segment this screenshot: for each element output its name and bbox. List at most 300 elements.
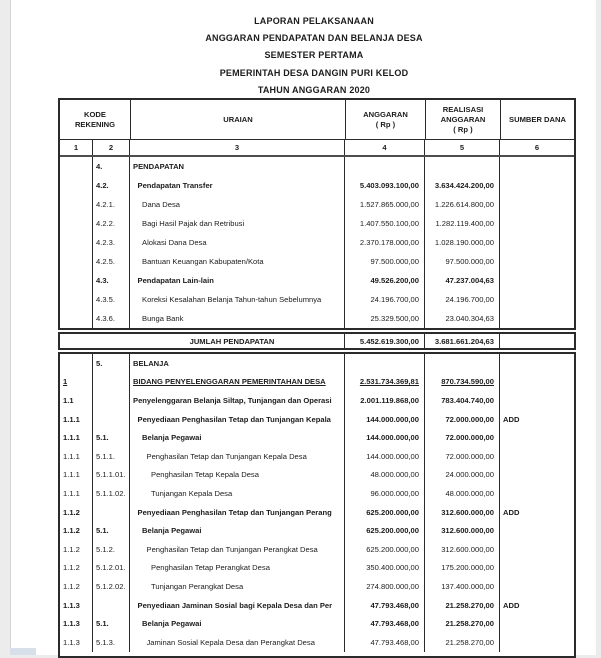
anggaran-cell <box>345 410 425 429</box>
anggaran-cell <box>345 271 425 290</box>
realisasi-cell <box>425 447 500 466</box>
realisasi-cell <box>425 176 500 195</box>
table-row <box>60 290 574 309</box>
jumlah-anggaran-value: 5.452.619.300,00 <box>360 337 419 346</box>
uraian-text: Tunjangan Kepala Desa <box>130 489 232 498</box>
uraian-text: Bagi Hasil Pajak dan Retribusi <box>130 219 244 228</box>
uraian-text: Koreksi Kesalahan Belanja Tahun-tahun Sebelumnya <box>130 295 321 304</box>
anggaran-cell <box>345 354 425 373</box>
realisasi-value: 783.404.740,00 <box>441 396 494 405</box>
sumber-dana-cell <box>500 614 574 633</box>
uraian-text: Belanja Pegawai <box>130 526 202 535</box>
kode-col1-cell <box>60 271 93 290</box>
sumber-dana-cell <box>500 559 574 578</box>
anggaran-value: 144.000.000,00 <box>366 433 419 442</box>
anggaran-value: 1.527.865.000,00 <box>360 200 419 209</box>
kode-col2-cell <box>93 157 130 176</box>
jumlah-realisasi-value: 3.681.661.204,63 <box>435 337 494 346</box>
anggaran-value: 47.793.468,00 <box>370 601 419 610</box>
uraian-text: Belanja Pegawai <box>130 619 202 628</box>
kode-col2-text: 5.1.2.01. <box>96 563 126 572</box>
realisasi-value: 21.258.270,00 <box>445 638 494 647</box>
header-kode-rekening: KODE REKENING <box>60 100 131 139</box>
title-line-4: PEMERINTAH DESA DANGIN PURI KELOD <box>21 65 601 82</box>
kode-col2-cell <box>93 176 130 195</box>
uraian-text: Tunjangan Perangkat Desa <box>130 582 243 591</box>
table-row <box>60 252 574 271</box>
kode-col1-cell <box>60 195 93 214</box>
kode-col2-text: 5.1.2.02. <box>96 582 126 591</box>
realisasi-value: 3.634.424.200,00 <box>435 181 494 190</box>
anggaran-cell <box>345 540 425 559</box>
realisasi-value: 48.000.000,00 <box>445 489 494 498</box>
realisasi-value: 72.000.000,00 <box>445 452 494 461</box>
jumlah-sumber-cell <box>500 334 574 348</box>
anggaran-cell <box>345 559 425 578</box>
realisasi-value: 1.226.614.800,00 <box>435 200 494 209</box>
kode-col1-text: 1.1.2 <box>63 563 80 572</box>
kode-col2-text: 5. <box>96 359 102 368</box>
anggaran-value: 2.001.119.868,00 <box>360 396 419 405</box>
realisasi-value: 312.600.000,00 <box>441 526 494 535</box>
uraian-cell <box>130 176 345 195</box>
uraian-text: Belanja Pegawai <box>130 433 202 442</box>
realisasi-value: 1.028.190.000,00 <box>435 238 494 247</box>
realisasi-value: 47.237.004,63 <box>445 276 494 285</box>
kode-col2-text: 5.1. <box>96 619 109 628</box>
anggaran-cell <box>345 195 425 214</box>
uraian-cell <box>130 577 345 596</box>
sumber-dana-cell <box>500 466 574 485</box>
anggaran-cell <box>345 290 425 309</box>
kode-col2-text: 4.3. <box>96 276 109 285</box>
kode-col2-cell <box>93 484 130 503</box>
uraian-cell <box>130 252 345 271</box>
kode-col2-cell <box>93 540 130 559</box>
sumber-dana-cell <box>500 447 574 466</box>
kode-col2-cell <box>93 466 130 485</box>
sumber-dana-cell <box>500 410 574 429</box>
col-number-6: 6 <box>500 140 574 155</box>
realisasi-value: 97.500.000,00 <box>445 257 494 266</box>
uraian-cell <box>130 614 345 633</box>
kode-col1-text: 1.1.1 <box>63 452 80 461</box>
kode-col1-text: 1.1.1 <box>63 415 80 424</box>
header-anggaran: ANGGARAN ( Rp ) <box>346 100 426 139</box>
table-row <box>60 540 574 559</box>
uraian-cell <box>130 559 345 578</box>
kode-col2-text: 5.1.1.02. <box>96 489 126 498</box>
pendapatan-section <box>60 157 574 328</box>
uraian-cell <box>130 484 345 503</box>
realisasi-cell <box>425 309 500 328</box>
realisasi-cell <box>425 157 500 176</box>
uraian-cell <box>130 373 345 392</box>
anggaran-cell <box>345 157 425 176</box>
realisasi-value: 24.196.700,00 <box>445 295 494 304</box>
realisasi-cell <box>425 252 500 271</box>
uraian-cell <box>130 233 345 252</box>
kode-col1-cell <box>60 214 93 233</box>
kode-col2-cell <box>93 614 130 633</box>
kode-col1-cell <box>60 233 93 252</box>
table-row <box>60 195 574 214</box>
kode-col2-cell <box>93 428 130 447</box>
kode-col2-text: 5.1. <box>96 433 109 442</box>
document-page <box>10 0 596 655</box>
table-row <box>60 176 574 195</box>
kode-col2-text: 4.2. <box>96 181 109 190</box>
anggaran-cell <box>345 596 425 615</box>
anggaran-value: 350.400.000,00 <box>366 563 419 572</box>
uraian-text: Penghasilan Tetap Kepala Desa <box>130 470 259 479</box>
kode-col1-text: 1.1.2 <box>63 545 80 554</box>
uraian-cell <box>130 633 345 652</box>
table-row <box>60 373 574 392</box>
jumlah-label: JUMLAH PENDAPATAN <box>190 337 275 346</box>
kode-col2-cell <box>93 559 130 578</box>
kode-col2-text: 4.2.5. <box>96 257 115 266</box>
anggaran-cell <box>345 466 425 485</box>
table-row <box>60 214 574 233</box>
sumber-dana-text: ADD <box>503 508 519 517</box>
title-line-1: LAPORAN PELAKSANAAN <box>21 13 601 30</box>
table-row <box>60 309 574 328</box>
kode-col1-cell <box>60 466 93 485</box>
anggaran-cell <box>345 428 425 447</box>
realisasi-cell <box>425 373 500 392</box>
kode-col2-text: 4.3.6. <box>96 314 115 323</box>
bottom-left-artifact <box>10 648 36 655</box>
jumlah-realisasi-cell <box>425 334 500 348</box>
realisasi-cell <box>425 271 500 290</box>
kode-col2-text: 4.3.5. <box>96 295 115 304</box>
kode-col1-cell <box>60 521 93 540</box>
realisasi-cell <box>425 633 500 652</box>
kode-col2-cell <box>93 373 130 392</box>
realisasi-cell <box>425 559 500 578</box>
kode-col1-cell <box>60 290 93 309</box>
kode-col1-cell <box>60 503 93 522</box>
kode-col2-text: 5.1. <box>96 526 109 535</box>
anggaran-cell <box>345 233 425 252</box>
realisasi-value: 175.200.000,00 <box>441 563 494 572</box>
uraian-text: Dana Desa <box>130 200 180 209</box>
realisasi-cell <box>425 596 500 615</box>
kode-col1-cell <box>60 252 93 271</box>
uraian-text: PENDAPATAN <box>130 162 184 171</box>
realisasi-cell <box>425 391 500 410</box>
sumber-dana-cell <box>500 391 574 410</box>
kode-col1-cell <box>60 309 93 328</box>
kode-col1-cell <box>60 391 93 410</box>
uraian-cell <box>130 195 345 214</box>
table-row <box>60 503 574 522</box>
uraian-text: Penyelenggaran Belanja Siltap, Tunjangan dan Operasi <box>130 396 332 405</box>
table-band-jumlah <box>58 332 576 350</box>
anggaran-value: 625.200.000,00 <box>366 545 419 554</box>
uraian-text: Penghasilan Tetap dan Tunjangan Perangkat Desa <box>130 545 318 554</box>
table-header-row <box>60 100 574 140</box>
anggaran-value: 1.407.550.100,00 <box>360 219 419 228</box>
kode-col1-text: 1.1.3 <box>63 638 80 647</box>
kode-col1-cell <box>60 577 93 596</box>
jumlah-anggaran-cell <box>345 334 425 348</box>
anggaran-value: 625.200.000,00 <box>366 508 419 517</box>
realisasi-value: 312.600.000,00 <box>441 545 494 554</box>
uraian-text: BELANJA <box>130 359 169 368</box>
sumber-dana-cell <box>500 577 574 596</box>
kode-col1-cell <box>60 410 93 429</box>
realisasi-value: 312.600.000,00 <box>441 508 494 517</box>
sumber-dana-cell <box>500 354 574 373</box>
title-line-5: TAHUN ANGGARAN 2020 <box>21 82 601 99</box>
table-row <box>60 633 574 652</box>
kode-col2-cell <box>93 354 130 373</box>
kode-col1-cell <box>60 176 93 195</box>
sumber-dana-cell <box>500 633 574 652</box>
uraian-text: Pendapatan Lain-lain <box>130 276 214 285</box>
anggaran-value: 47.793.468,00 <box>370 619 419 628</box>
anggaran-value: 24.196.700,00 <box>370 295 419 304</box>
kode-col1-text: 1.1.1 <box>63 433 80 442</box>
uraian-cell <box>130 391 345 410</box>
kode-col1-text: 1.1.1 <box>63 470 80 479</box>
uraian-text: Alokasi Dana Desa <box>130 238 207 247</box>
uraian-text: Penghasilan Tetap dan Tunjangan Kepala Desa <box>130 452 307 461</box>
realisasi-cell <box>425 214 500 233</box>
uraian-text: Bantuan Keuangan Kabupaten/Kota <box>130 257 264 266</box>
realisasi-cell <box>425 290 500 309</box>
sumber-dana-cell <box>500 214 574 233</box>
col-number-4: 4 <box>345 140 425 155</box>
title-line-3: SEMESTER PERTAMA <box>21 47 601 64</box>
realisasi-cell <box>425 466 500 485</box>
table-row <box>60 559 574 578</box>
table-row <box>60 596 574 615</box>
table-row <box>60 354 574 373</box>
anggaran-cell <box>345 484 425 503</box>
kode-col1-text: 1.1.2 <box>63 526 80 535</box>
uraian-cell <box>130 271 345 290</box>
table-row <box>60 271 574 290</box>
kode-col1-cell <box>60 614 93 633</box>
realisasi-cell <box>425 354 500 373</box>
sumber-dana-cell <box>500 373 574 392</box>
uraian-cell <box>130 157 345 176</box>
sumber-dana-cell <box>500 195 574 214</box>
kode-col1-text: 1.1.3 <box>63 601 80 610</box>
anggaran-value: 2.531.734.369,81 <box>360 377 419 386</box>
uraian-text: Penyediaan Jaminan Sosial bagi Kepala Desa dan Per <box>130 601 332 610</box>
uraian-text: Pendapatan Transfer <box>130 181 213 190</box>
anggaran-value: 97.500.000,00 <box>370 257 419 266</box>
col-number-1: 1 <box>60 140 93 155</box>
anggaran-cell <box>345 176 425 195</box>
uraian-text: Penyediaan Penghasilan Tetap dan Tunjangan Perang <box>130 508 332 517</box>
kode-col1-text: 1.1.2 <box>63 582 80 591</box>
table-row <box>60 614 574 633</box>
sumber-dana-cell <box>500 503 574 522</box>
kode-col2-cell <box>93 596 130 615</box>
title-line-2: ANGGARAN PENDAPATAN DAN BELANJA DESA <box>21 30 601 47</box>
anggaran-cell <box>345 521 425 540</box>
kode-col2-cell <box>93 447 130 466</box>
sumber-dana-text: ADD <box>503 601 519 610</box>
kode-col1-text: 1 <box>63 377 67 386</box>
anggaran-value: 5.403.093.100,00 <box>360 181 419 190</box>
kode-col2-cell <box>93 309 130 328</box>
kode-col2-text: 4. <box>96 162 102 171</box>
anggaran-cell <box>345 577 425 596</box>
anggaran-cell <box>345 309 425 328</box>
kode-col1-text: 1.1.3 <box>63 619 80 628</box>
uraian-text: BIDANG PENYELENGGARAN PEMERINTAHAN DESA <box>130 377 326 386</box>
anggaran-value: 49.526.200,00 <box>370 276 419 285</box>
realisasi-cell <box>425 503 500 522</box>
table-row <box>60 447 574 466</box>
sumber-dana-cell <box>500 271 574 290</box>
kode-col1-cell <box>60 373 93 392</box>
realisasi-value: 23.040.304,63 <box>445 314 494 323</box>
sumber-dana-cell <box>500 176 574 195</box>
anggaran-value: 25.329.500,00 <box>370 314 419 323</box>
realisasi-cell <box>425 428 500 447</box>
kode-col2-cell <box>93 271 130 290</box>
jumlah-pendapatan-row <box>60 334 574 348</box>
kode-col2-text: 5.1.2. <box>96 545 115 554</box>
uraian-cell <box>130 466 345 485</box>
table-row <box>60 233 574 252</box>
kode-col2-text: 5.1.3. <box>96 638 115 647</box>
kode-col1-text: 1.1 <box>63 396 74 405</box>
kode-col2-cell <box>93 521 130 540</box>
uraian-text: Penghasilan Tetap Perangkat Desa <box>130 563 270 572</box>
kode-col1-cell <box>60 447 93 466</box>
sumber-dana-cell <box>500 290 574 309</box>
kode-col2-cell <box>93 391 130 410</box>
sumber-dana-cell <box>500 233 574 252</box>
uraian-cell <box>130 596 345 615</box>
sumber-dana-cell <box>500 521 574 540</box>
kode-col1-cell <box>60 559 93 578</box>
uraian-text: Jaminan Sosial Kepala Desa dan Perangkat Desa <box>130 638 315 647</box>
anggaran-cell <box>345 373 425 392</box>
sumber-dana-cell <box>500 596 574 615</box>
kode-col1-cell <box>60 157 93 176</box>
realisasi-cell <box>425 410 500 429</box>
anggaran-cell <box>345 391 425 410</box>
kode-col2-text: 5.1.1.01. <box>96 470 126 479</box>
kode-col2-cell <box>93 233 130 252</box>
anggaran-cell <box>345 214 425 233</box>
realisasi-cell <box>425 484 500 503</box>
kode-col1-cell <box>60 484 93 503</box>
kode-col2-cell <box>93 577 130 596</box>
sumber-dana-cell <box>500 484 574 503</box>
kode-col2-cell <box>93 195 130 214</box>
table-row <box>60 428 574 447</box>
realisasi-value: 21.258.270,00 <box>445 619 494 628</box>
anggaran-value: 47.793.468,00 <box>370 638 419 647</box>
anggaran-value: 144.000.000,00 <box>366 415 419 424</box>
kode-col1-cell <box>60 596 93 615</box>
jumlah-label-cell <box>60 334 345 348</box>
realisasi-cell <box>425 540 500 559</box>
sumber-dana-cell <box>500 252 574 271</box>
col-number-3: 3 <box>130 140 345 155</box>
anggaran-cell <box>345 614 425 633</box>
table-row <box>60 466 574 485</box>
kode-col2-cell <box>93 633 130 652</box>
kode-col1-cell <box>60 633 93 652</box>
anggaran-cell <box>345 447 425 466</box>
table-row <box>60 391 574 410</box>
sumber-dana-cell <box>500 309 574 328</box>
table-row <box>60 577 574 596</box>
column-number-row <box>60 140 574 157</box>
uraian-cell <box>130 214 345 233</box>
header-uraian: URAIAN <box>131 100 346 139</box>
anggaran-value: 625.200.000,00 <box>366 526 419 535</box>
kode-col2-text: 4.2.1. <box>96 200 115 209</box>
realisasi-value: 137.400.000,00 <box>441 582 494 591</box>
realisasi-value: 72.000.000,00 <box>445 433 494 442</box>
uraian-cell <box>130 503 345 522</box>
uraian-cell <box>130 428 345 447</box>
uraian-cell <box>130 354 345 373</box>
realisasi-value: 21.258.270,00 <box>445 601 494 610</box>
uraian-text: Penyediaan Penghasilan Tetap dan Tunjangan Kepala <box>130 415 331 424</box>
anggaran-value: 2.370.178.000,00 <box>360 238 419 247</box>
uraian-cell <box>130 410 345 429</box>
kode-col1-text: 1.1.2 <box>63 508 80 517</box>
table-row <box>60 521 574 540</box>
realisasi-cell <box>425 233 500 252</box>
report-title-block <box>21 13 601 99</box>
kode-col2-cell <box>93 410 130 429</box>
kode-col2-cell <box>93 503 130 522</box>
uraian-cell <box>130 521 345 540</box>
col-number-2: 2 <box>93 140 130 155</box>
realisasi-cell <box>425 521 500 540</box>
sumber-dana-cell <box>500 428 574 447</box>
realisasi-value: 1.282.119.400,00 <box>435 219 494 228</box>
kode-col1-cell <box>60 540 93 559</box>
realisasi-value: 24.000.000,00 <box>445 470 494 479</box>
col-number-5: 5 <box>425 140 500 155</box>
kode-col2-text: 4.2.3. <box>96 238 115 247</box>
realisasi-value: 72.000.000,00 <box>445 415 494 424</box>
kode-col2-text: 5.1.1. <box>96 452 115 461</box>
realisasi-value: 870.734.590,00 <box>441 377 494 386</box>
sumber-dana-text: ADD <box>503 415 519 424</box>
kode-col1-cell <box>60 354 93 373</box>
belanja-section <box>60 354 574 652</box>
kode-col2-cell <box>93 252 130 271</box>
table-row <box>60 410 574 429</box>
kode-col2-text: 4.2.2. <box>96 219 115 228</box>
table-band-pendapatan <box>58 98 576 330</box>
uraian-cell <box>130 309 345 328</box>
table-row <box>60 484 574 503</box>
anggaran-value: 96.000.000,00 <box>370 489 419 498</box>
uraian-cell <box>130 290 345 309</box>
realisasi-cell <box>425 577 500 596</box>
table-band-belanja <box>58 352 576 658</box>
sumber-dana-cell <box>500 157 574 176</box>
kode-col1-text: 1.1.1 <box>63 489 80 498</box>
